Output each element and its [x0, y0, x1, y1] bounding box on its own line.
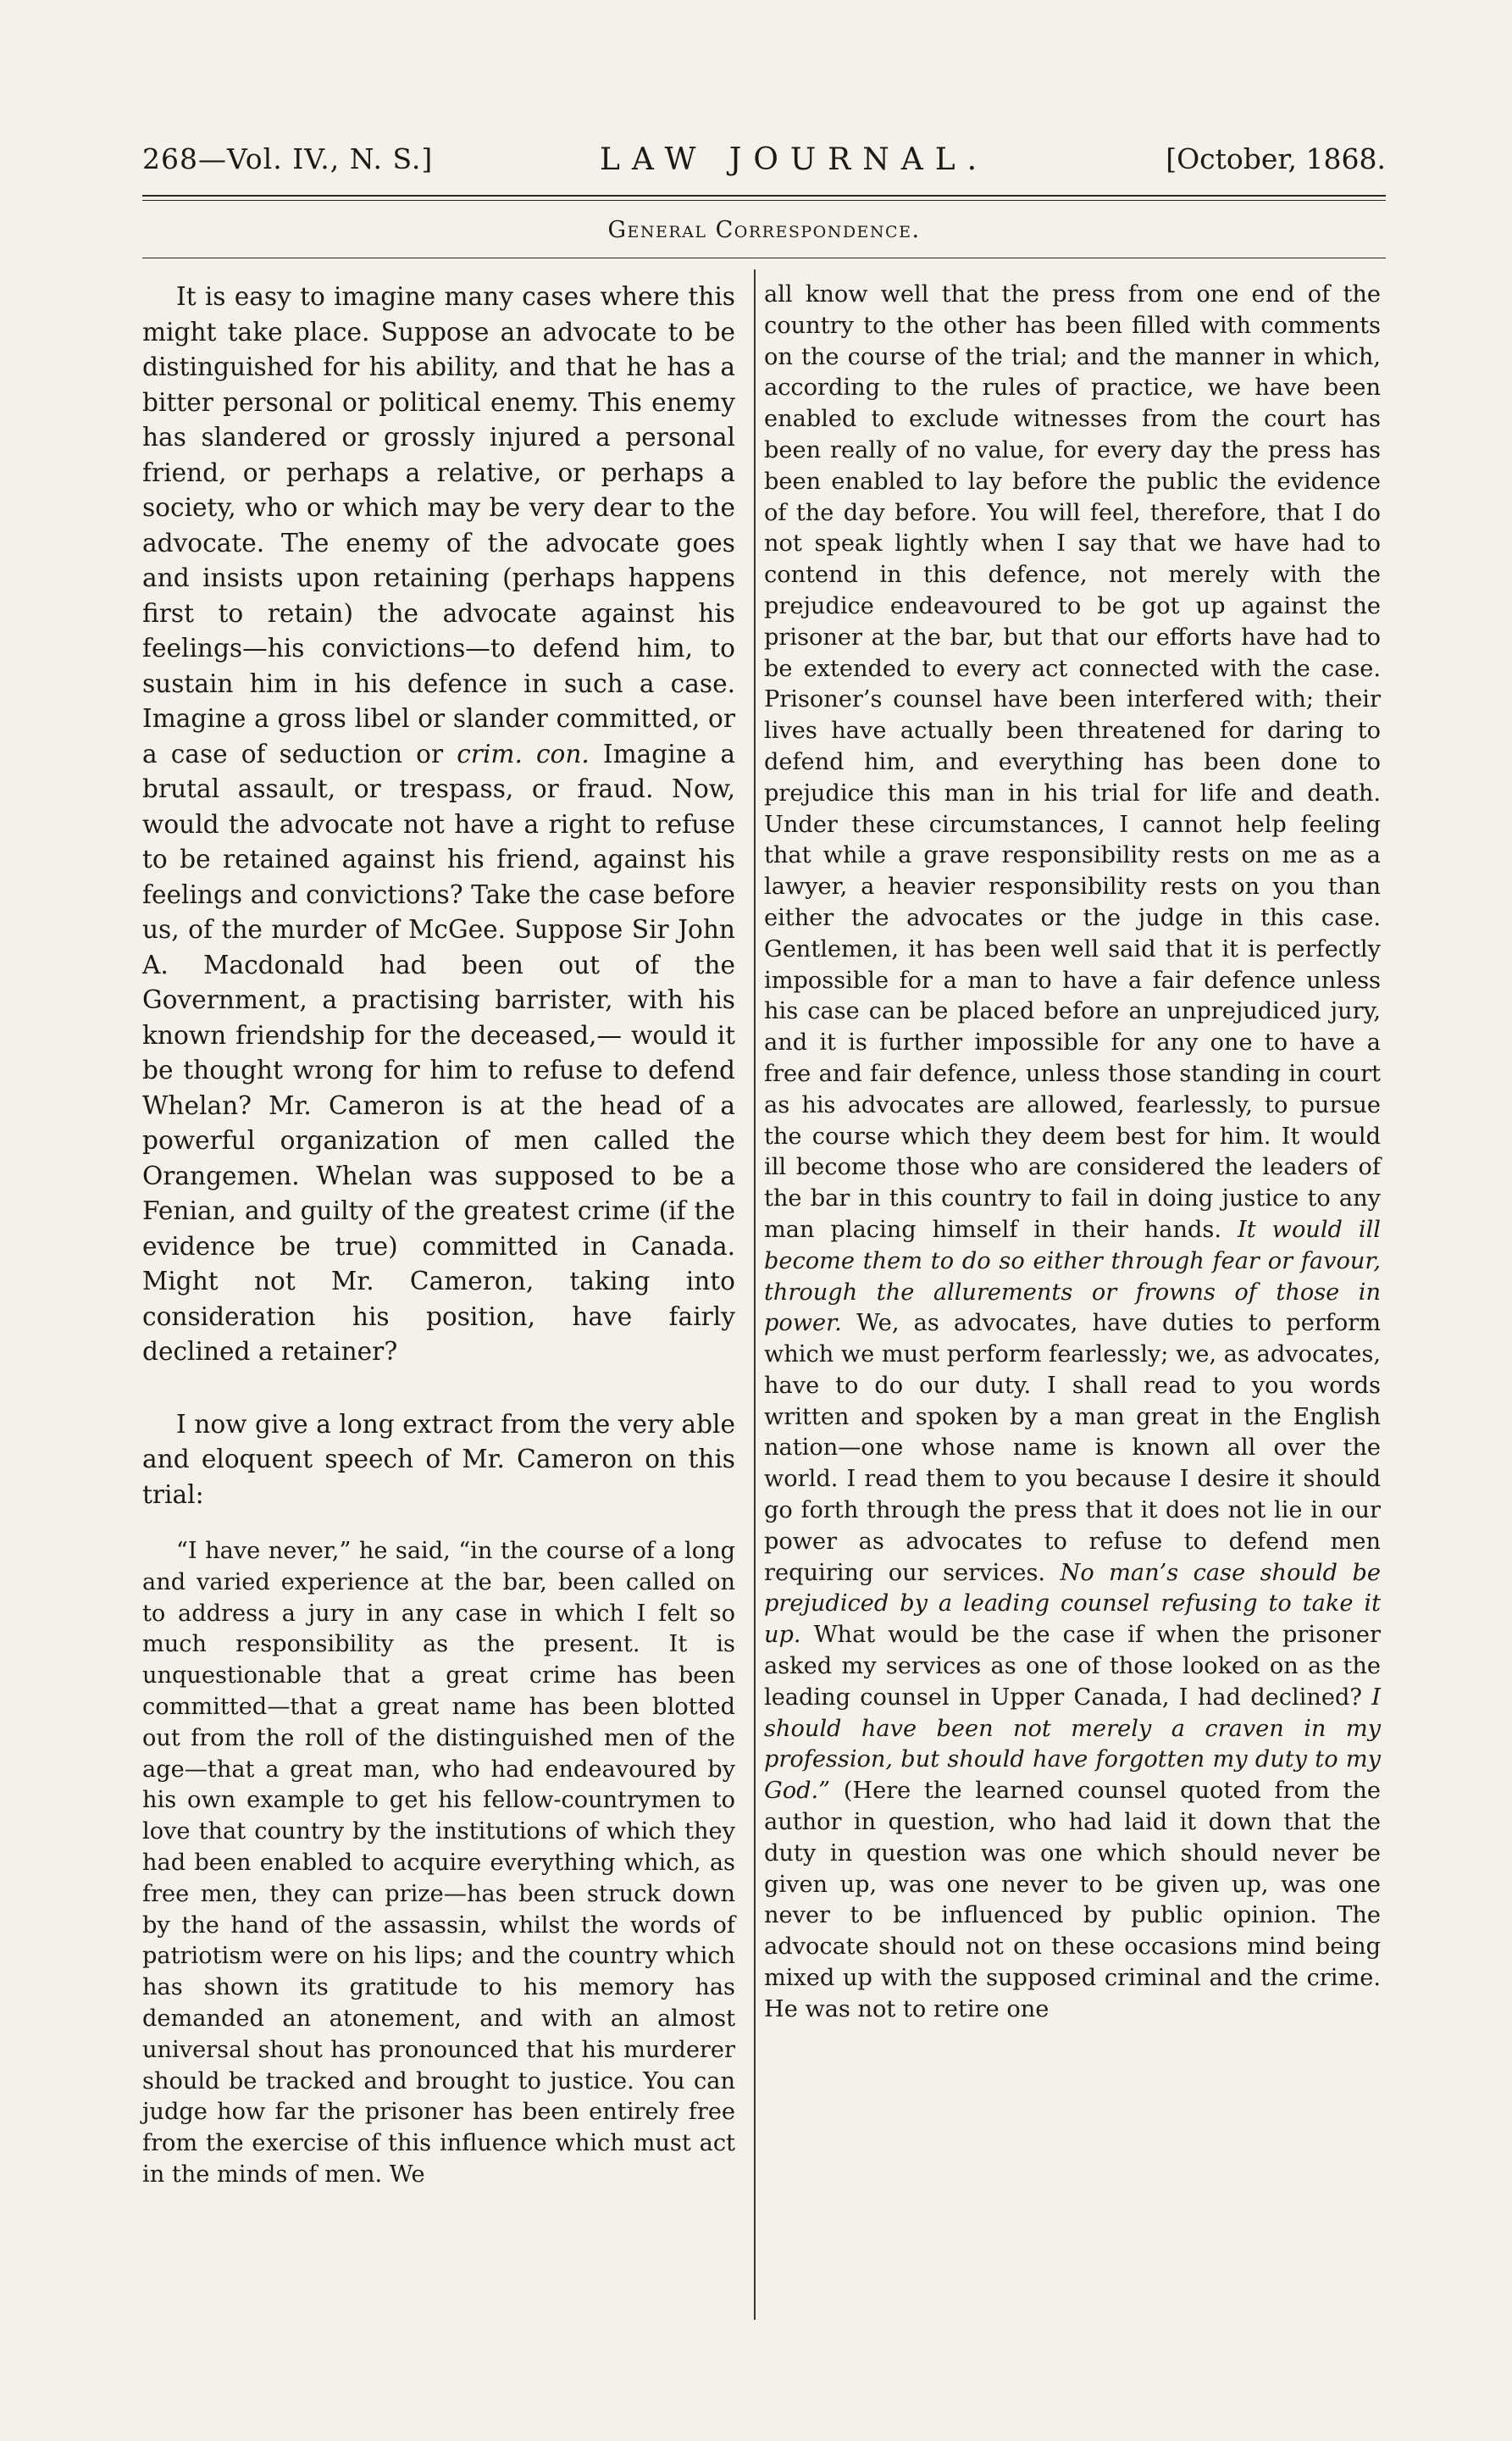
- right-italic-3: I should have been not merely a craven in my profession, but should have forgotten my duty to my God.”: [764, 1684, 1381, 1805]
- paragraph-1-continued: Imagine a brutal assault, or trespass, or fraud. Now, would the advocate not have a right to refuse to be retained against his friend, against his feelings and convictions? Take the case before us, of the murder of McGee. Suppose Sir John A. Macdonald had been out of the Government, a practising barrister, with his known friendship for the deceased,— would it be thought wrong for him to refuse to defend Whelan? Mr. Cameron is at the head of a powerful organization of men called the Orangemen. Whelan was supposed to be a Fenian, and guilty of the greatest crime (if the evidence be true) committed in Canada. Might not Mr. Cameron, taking into consideration his position, have fairly declined a retainer?: [142, 739, 735, 1366]
- right-column: [764, 280, 1381, 2026]
- right-paragraph: [764, 280, 1381, 2026]
- right-italic-1: It would ill become them to do so either through fear or favour, through the allurements or frowns of those in power.: [764, 1216, 1381, 1337]
- right-italic-2: No man’s case should be prejudiced by a leading counsel refusing to take it up.: [764, 1559, 1381, 1649]
- page-reference: 268—Vol. IV., N. S.]: [142, 142, 434, 175]
- header-rule-thin: [142, 200, 1386, 201]
- journal-title: LAW JOURNAL.: [600, 142, 989, 177]
- right-text-3: What would be the case if when the prisoner asked my services as one of those looked on as the leading counsel in Upper Canada, I had declined?: [764, 1622, 1381, 1711]
- header-rule-thick: [142, 195, 1386, 197]
- column-divider: [754, 269, 756, 2320]
- right-text-2: We, as advocates, have duties to perform which we must perform fearlessly; we, as advocates, have to do our duty. I shall read to you words written and spoken by a man great in the English nation—one whose name is known all over the world. I read them to you because I desire it should go forth through the press that it does not lie in our power as advocates to refuse to defend men requiring our services.: [764, 1310, 1381, 1586]
- running-header: [142, 142, 1386, 193]
- right-text-1: all know well that the press from one end of the country to the other has been filled with comments on the course of the trial; and the manner in which, according to the rules of practice, we have been enabled to exclude witnesses from the court has been really of no value, for every day the press has been enabled to lay before the public the evidence of the day before. You will feel, therefore, that I do not speak lightly when I say that we have had to contend in this defence, not merely with the prejudice endeavoured to be got up against the prisoner at the bar, but that our efforts have had to be extended to every act connected with the case. Prisoner’s counsel have been interfered with; their lives have actually been threatened for daring to defend him, and everything has been done to prejudice this man in his trial for life and death. Under these circumstances, I cannot help feeling that while a grave responsibility rests on me as a lawyer, a heavier responsibility rests on you than either the advocates or the judge in this case. Gentlemen, it has been well said that it is perfectly impossible for a man to have a fair defence unless his case can be placed before an unprejudiced jury, and it is further impossible for any one to have a free and fair defence, unless those standing in court as his advocates are allowed, fearlessly, to pursue the course which they deem best for him. It would ill become those who are considered the leaders of the bar in this country to fail in doing justice to any man placing himself in their hands.: [764, 281, 1381, 1243]
- paragraph-1-italic: crim. con.: [457, 739, 590, 768]
- quote-paragraph: “I have never,” he said, “in the course of a long and varied experience at the bar, been called on to address a jury in any case in which I felt so much responsibility as the present. It is unquestionable that a great crime has been committed—that a great name has been blotted out from the roll of the distinguished men of the age—that a great man, who had endeavoured by his own example to get his fellow-countrymen to love that country by the institutions of which they had been enabled to acquire everything which, as free men, they can prize—has been struck down by the hand of the assassin, whilst the words of patriotism were on his lips; and the country which has shown its gratitude to his memory has demanded an atonement, and with an almost universal shout has pronounced that his murderer should be tracked and brought to justice. You can judge how far the prisoner has been entirely free from the exercise of this influence which must act in the minds of men. We: [142, 1538, 735, 2188]
- section-title: General Correspondence.: [607, 217, 921, 243]
- paragraph-1: [142, 280, 735, 1370]
- left-column: [142, 280, 735, 2191]
- issue-date: [October, 1868.: [1166, 142, 1386, 175]
- right-text-4: (Here the learned counsel quoted from the author in question, who had laid it down that the duty in question was one which should never be given up, was one never to be given up, was one never to be influenced by public opinion. The advocate should not on these occasions mind being mixed up with the supposed criminal and the crime. He was not to retire one: [764, 1778, 1381, 2022]
- paragraph-1-text: It is easy to imagine many cases where this might take place. Suppose an advocate to be distinguished for his ability, and that he has a bitter personal or political enemy. This enemy has slandered or grossly injured a personal friend, or perhaps a relative, or perhaps a society, who or which may be very dear to the advocate. The enemy of the advocate goes and insists upon retaining (perhaps happens first to retain) the advocate against his feelings—his convictions—to defend him, to sustain him in his defence in such a case. Imagine a gross libel or slander committed, or a case of seduction or: [142, 282, 735, 768]
- paragraph-2: I now give a long extract from the very able and eloquent speech of Mr. Cameron on this trial:: [142, 1409, 735, 1509]
